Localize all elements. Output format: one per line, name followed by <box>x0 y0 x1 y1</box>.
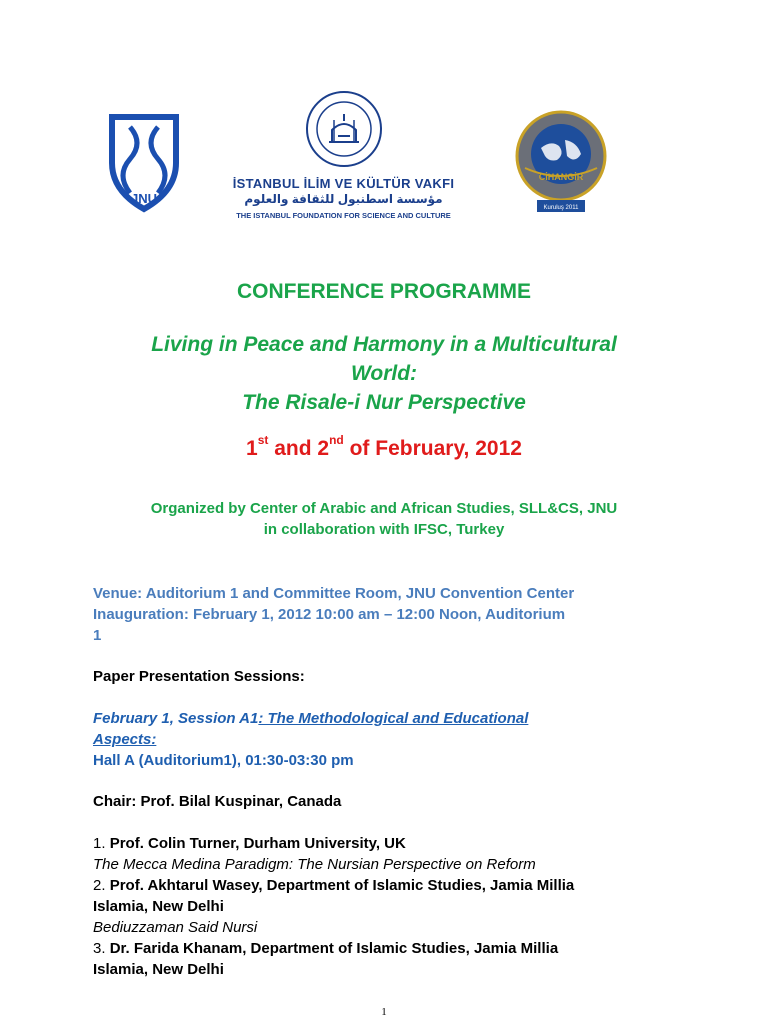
jnu-logo-text: JNU <box>130 191 158 206</box>
speaker-item <box>93 875 683 938</box>
speaker-item <box>93 833 683 875</box>
speaker-name-cont: Islamia, New Delhi <box>93 961 224 978</box>
date-day-1-suffix: st <box>257 433 269 447</box>
organizer-line-2: in collaboration with IFSC, Turkey <box>263 521 505 538</box>
organizer-line-1: Organized by Center of Arabic and African Studies, SLL&CS, JNU <box>150 500 618 517</box>
speaker-number: 2. <box>93 877 110 894</box>
speaker-number: 3. <box>93 940 110 957</box>
paper-title: The Mecca Medina Paradigm: The Nursian Perspective on Reform <box>93 856 536 873</box>
cihangir-logo-text: CİHANGİR <box>538 172 584 182</box>
jnu-logo <box>106 113 182 213</box>
page-number: 1 <box>381 1006 387 1018</box>
theme-line-1: Living in Peace and Harmony in a Multicultural <box>151 333 617 356</box>
ifsc-logo <box>229 90 458 225</box>
page-title: CONFERENCE PROGRAMME <box>236 280 531 303</box>
theme-line-3: The Risale-i Nur Perspective <box>242 391 526 414</box>
theme-line-2: World: <box>350 362 418 385</box>
conference-dates <box>60 433 708 461</box>
speaker-name: Prof. Colin Turner, Durham University, UK <box>109 835 406 852</box>
session-prefix: February 1, Session A1 <box>93 710 259 727</box>
venue-line: Venue: Auditorium 1 and Committee Room, JNU Convention Center <box>93 585 575 602</box>
date-month-year: of February, 2012 <box>343 437 522 460</box>
date-day-2: 2 <box>317 437 330 460</box>
date-day-2-suffix: nd <box>329 433 344 447</box>
speaker-name: Dr. Farida Khanam, Department of Islamic Studies, Jamia Millia <box>109 940 559 957</box>
organizer-info <box>60 498 708 540</box>
session-a1 <box>93 708 683 771</box>
paper-sessions-heading: Paper Presentation Sessions: <box>93 668 305 685</box>
conference-theme <box>60 330 708 417</box>
ifsc-english-name: THE ISTANBUL FOUNDATION FOR SCIENCE AND CULTURE <box>236 211 451 220</box>
speaker-list <box>93 833 683 980</box>
paper-title: Bediuzzaman Said Nursi <box>93 919 258 936</box>
ifsc-seal-icon <box>305 90 383 168</box>
inauguration-line-cont: 1 <box>93 627 102 644</box>
session-chair: Chair: Prof. Bilal Kuspinar, Canada <box>93 793 342 810</box>
ifsc-name: İSTANBUL İLİM VE KÜLTÜR VAKFI <box>232 176 455 191</box>
speaker-number: 1. <box>93 835 110 852</box>
cihangir-logo <box>515 110 607 222</box>
date-and: and <box>268 437 318 460</box>
ifsc-arabic-name: مؤسسة اسطنبول للثقافة والعلوم <box>244 192 443 206</box>
cihangir-founded: Kuruluş 2011 <box>543 205 579 211</box>
session-topic-cont: Aspects: <box>93 731 157 748</box>
session-hall: Hall A (Auditorium1), 01:30-03:30 pm <box>93 752 354 769</box>
speaker-item <box>93 938 683 980</box>
session-topic: : The Methodological and Educational <box>258 710 529 727</box>
speaker-name-cont: Islamia, New Delhi <box>93 898 224 915</box>
speaker-name: Prof. Akhtarul Wasey, Department of Islamic Studies, Jamia Millia <box>109 877 575 894</box>
date-day-1: 1 <box>246 437 258 460</box>
venue-info <box>93 583 683 646</box>
inauguration-line: Inauguration: February 1, 2012 10:00 am – 12:00 Noon, Auditorium <box>93 606 566 623</box>
